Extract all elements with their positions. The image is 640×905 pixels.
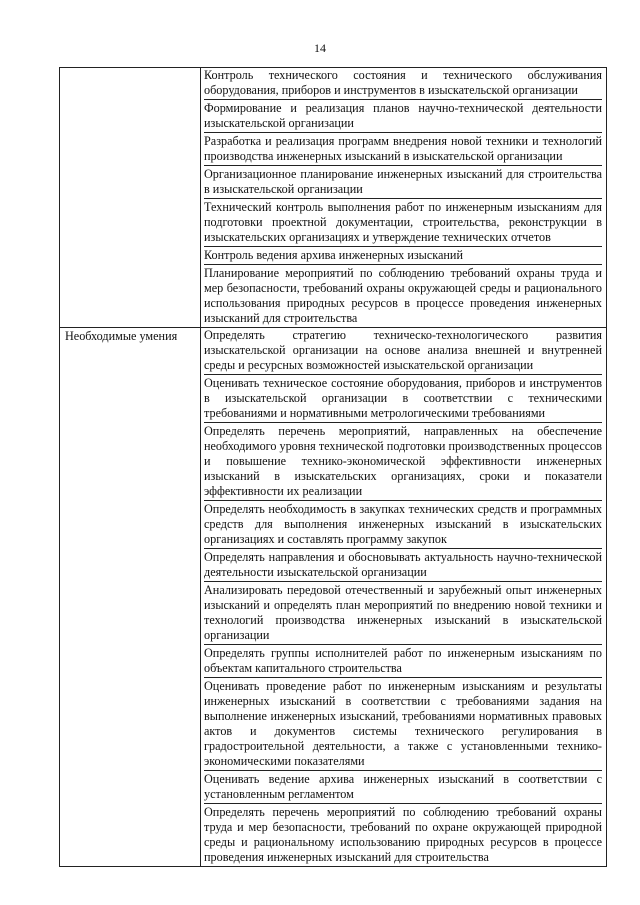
table-row (60, 68, 607, 328)
list-item: Определять направления и обосновывать актуальность научно-технической деятельности изыскательской организации (204, 550, 602, 582)
list-item: Оценивать ведение архива инженерных изысканий в соответствии с установленным регламентом (204, 772, 602, 804)
table-row (60, 328, 607, 867)
list-item: Определять перечень мероприятий, направленных на обеспечение необходимого уровня технической подготовки производственных процессов и повышение технико-экономической эффективности инженерных изысканий в изыскательских организациях, сроки и показатели эффективности их реализации (204, 424, 602, 501)
row-items (201, 328, 607, 867)
row-label: Необходимые умения (60, 328, 201, 867)
page-number: 14 (314, 41, 326, 55)
list-item: Формирование и реализация планов научно-технической деятельности изыскательской организации (204, 101, 602, 133)
list-item: Планирование мероприятий по соблюдению требований охраны труда и мер безопасности, требований охраны окружающей среды и рационального использования природных ресурсов в процессе проведения инженерных изысканий для строительства (204, 266, 602, 325)
list-item: Оценивать техническое состояние оборудования, приборов и инструментов в изыскательской организации в соответствии с техническими требованиями и нормативными метрологическими требованиями (204, 376, 602, 423)
requirements-table (59, 67, 607, 867)
list-item: Оценивать проведение работ по инженерным изысканиям и результаты инженерных изысканий в соответствии с требованиями задания на выполнение инженерных изысканий, требованиями нормативных правовых актов и документов системы технического регулирования в градостроительной деятельности, а также с установленными технико-экономическими показателями (204, 679, 602, 771)
list-item: Определять группы исполнителей работ по инженерным изысканиям по объектам капитального строительства (204, 646, 602, 678)
list-item: Технический контроль выполнения работ по инженерным изысканиям для подготовки проектной документации, строительства, реконструкции в изыскательских организациях и утверждение технических отчетов (204, 200, 602, 247)
list-item: Контроль технического состояния и технического обслуживания оборудования, приборов и инструментов в изыскательской организации (204, 68, 602, 100)
row-label (60, 68, 201, 328)
list-item: Организационное планирование инженерных изысканий для строительства в изыскательской организации (204, 167, 602, 199)
list-item: Определять необходимость в закупках технических средств и программных средств для выполнения инженерных изысканий в изыскательских организациях и составлять программу закупок (204, 502, 602, 549)
list-item: Анализировать передовой отечественный и зарубежный опыт инженерных изысканий и определять план мероприятий по внедрению новой техники и технологий производства инженерных изысканий в изыскательской организации (204, 583, 602, 645)
list-item: Определять перечень мероприятий по соблюдению требований охраны труда и мер безопасности, требований по охране окружающей природной среды и рациональному использованию природных ресурсов в процессе проведения инженерных изысканий для строительства (204, 805, 602, 864)
list-item: Разработка и реализация программ внедрения новой техники и технологий производства инженерных изысканий в изыскательской организации (204, 134, 602, 166)
list-item: Определять стратегию техническо-технологического развития изыскательской организации на основе анализа внешней и внутренней среды и ресурсных возможностей изыскательской организации (204, 328, 602, 375)
list-item: Контроль ведения архива инженерных изысканий (204, 248, 602, 265)
row-items (201, 68, 607, 328)
